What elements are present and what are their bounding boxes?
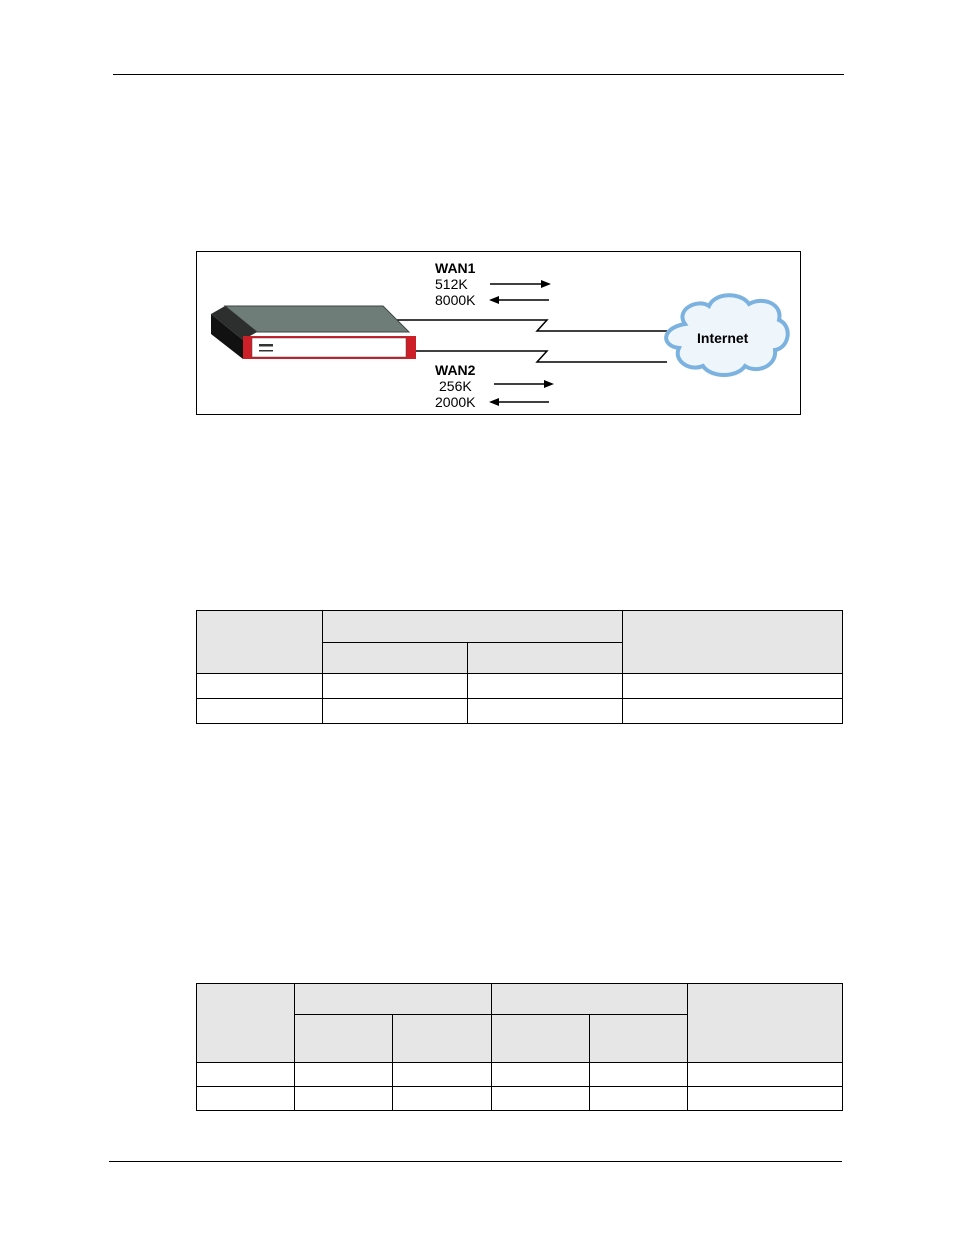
table-header-cell (492, 1015, 590, 1063)
table-cell (590, 1087, 688, 1111)
wan1-cable (397, 320, 667, 331)
table-cell (623, 699, 843, 724)
wan2-download-arrow (489, 398, 549, 406)
wan2-download-speed: 2000K (435, 394, 476, 410)
table-header-cell (197, 984, 295, 1063)
table-cell (492, 1063, 590, 1087)
table-cell (197, 1087, 295, 1111)
table-row (197, 674, 843, 699)
wan1-label: WAN1 (435, 260, 476, 276)
table-header-cell (323, 643, 468, 674)
wan1-upload-arrow (490, 280, 551, 288)
table-header-cell (590, 1015, 688, 1063)
bandwidth-table-2 (196, 983, 843, 1111)
wan1-download-arrow (489, 296, 549, 304)
table-cell (393, 1063, 492, 1087)
table-header-cell (623, 611, 843, 674)
table-cell (468, 699, 623, 724)
table-cell (468, 674, 623, 699)
header-rule (113, 74, 844, 75)
wan2-label: WAN2 (435, 362, 476, 378)
table-row (197, 1063, 843, 1087)
table-header-cell (688, 984, 843, 1063)
table-cell (492, 1087, 590, 1111)
table-cell (688, 1063, 843, 1087)
wan2-upload-speed: 256K (439, 378, 472, 394)
table-row (197, 699, 843, 724)
table-cell (197, 699, 323, 724)
table-cell (295, 1087, 393, 1111)
table-cell (590, 1063, 688, 1087)
table-cell (688, 1087, 843, 1111)
wan1-upload-speed: 512K (435, 276, 468, 292)
table-header-cell (323, 611, 623, 643)
wan-bandwidth-figure (196, 251, 801, 415)
router-device-icon (211, 306, 416, 359)
table-header-cell (295, 984, 492, 1015)
internet-label: Internet (697, 330, 749, 346)
table-row (197, 1087, 843, 1111)
bandwidth-table-1 (196, 610, 843, 724)
table-cell (197, 674, 323, 699)
table-cell (623, 674, 843, 699)
table-cell (295, 1063, 393, 1087)
wan2-cable (397, 351, 667, 362)
wan1-download-speed: 8000K (435, 292, 476, 308)
table-header-cell (468, 643, 623, 674)
table-header-cell (393, 1015, 492, 1063)
footer-rule (109, 1161, 842, 1162)
table-header-cell (295, 1015, 393, 1063)
table-header-cell (197, 611, 323, 674)
table-header-cell (492, 984, 688, 1015)
table-cell (323, 699, 468, 724)
wan2-upload-arrow (494, 380, 554, 388)
table-cell (323, 674, 468, 699)
table-cell (197, 1063, 295, 1087)
table-cell (393, 1087, 492, 1111)
